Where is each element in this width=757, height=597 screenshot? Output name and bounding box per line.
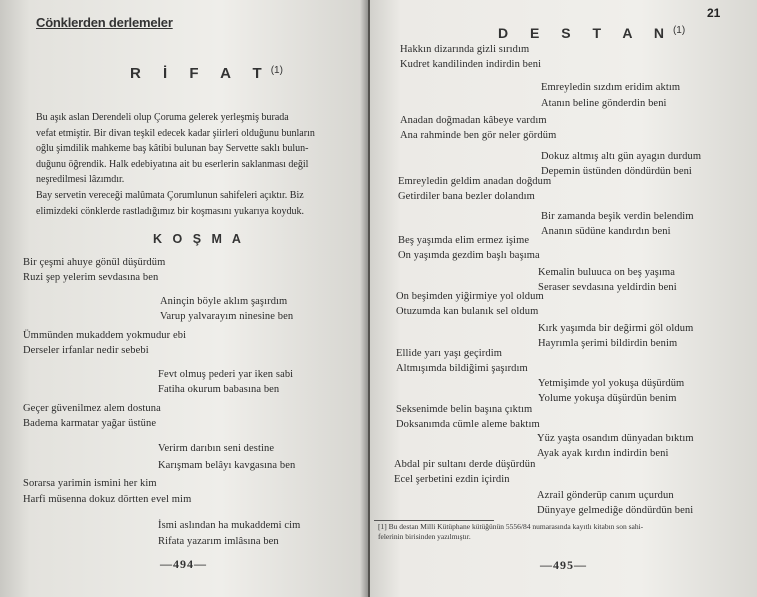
intro-line: vefat etmiştir. Bir divan teşkil edecek kadar şiirleri olduğunu bunların [36,127,315,139]
poem-line: Abdal pir sultanı derde düşürdün [394,459,536,470]
poem-line: Harfi müsenna dokuz dörtten evel mim [23,494,192,505]
footnote-line: felerinin birisinden yazılmıştır. [378,532,471,541]
left-intro-paragraph-2 [36,188,352,219]
poem-line: Ruzi şep yelerim sevdasına ben [23,272,159,283]
poem-line: Ananın südüne kandırdın beni [541,226,671,237]
intro-line: oğlu şimdilik mahkeme baş kâtibi bulunan bay Servette saklı bulun- [36,143,309,154]
poem-line: Karışmam belâyı kavgasına ben [158,460,296,471]
right-poem-title [498,25,685,41]
poem-line: Kemalin buluuca on beş yaşıma [538,267,676,278]
left-poet-title [130,65,283,82]
poem-line: Beş yaşımda elim ermez işime [398,235,530,246]
poem-line: Emreyledin geldim anadan doğdum [398,176,552,187]
poem-line: Sorarsa yarimin ismini her kim [23,478,157,489]
poem-line: Hayrımla şerimi bildirdin benim [538,338,678,349]
poem-line: Getirdiler bana bezler dolandım [398,191,535,202]
poem-line: Seraser sevdasına yeldirdin beni [538,282,677,293]
poem-line: Emreyledin sızdım eridim aktım [541,82,681,93]
poem-line: Rifata yazarım imlâsına ben [158,536,279,547]
left-running-header: Cönklerden derlemeler [36,15,173,30]
poem-line: Bir çeşmi ahuye gönül düşürdüm [23,257,166,268]
left-intro-paragraph [36,110,352,188]
poem-line: Varup yalvarayım ninesine ben [160,311,294,322]
poem-line: Bir zamanda beşik verdin belendim [541,211,694,222]
right-page-number: —495— [540,558,587,572]
poem-line: Aninçin böyle aklım şaşırdım [160,296,288,307]
poem-line: Fatiha okurum babasına ben [158,384,280,395]
poem-line: Yüz yaşta osandım dünyadan bıktım [537,433,694,444]
poem-line: Ellide yarı yaşı geçirdim [396,348,503,359]
intro-line: duğunu öğrendik. Halk edebiyatına ait bu eserlerin saklanması değil [36,158,309,170]
poem-line: Azrail gönderüp canım uçurdun [537,490,674,501]
right-poem-title-text: D E S T A N [498,25,673,41]
poem-line: Depemin üstünden döndürdün beni [541,166,692,177]
poem-line: Dünyaye gelmediğe döndürdün beni [537,505,694,516]
intro-line: Bu aşık aslan Derendeli olup Çoruma gelerek yerleşmiş burada [36,112,289,123]
poem-line: Yolume yokuşa düşürdün benim [538,393,677,404]
poem-line: Badema karmatar yağar üstüne [23,418,157,429]
poem-line: Fevt olmuş pederi yar iken sabi [158,369,294,380]
intro-line: elimizdeki cönklerde rastladığımız bir koşmasını yukarıya koyduk. [36,205,304,217]
right-poem-title-note: (1) [672,25,686,36]
poem-line: Ana rahminde ben gör neler gördüm [400,130,557,141]
intro-line: neşredilmesi lâzımdır. [36,174,125,185]
left-poem-title: K O Ş M A [153,232,245,246]
poem-line: Yetmişimde yol yokuşa düşürdüm [538,378,685,389]
poem-line: Altmışımda bildiğimi şaşırdım [396,363,528,374]
footnote-divider [374,520,494,521]
poem-line: Geçer güvenilmez alem dostuna [23,403,161,414]
poem-line: On beşimden yiğirmiye yol oldum [396,291,544,302]
poem-line: Dokuz altmış altı gün ayagın durdum [541,151,702,162]
poem-line: On yaşımda gezdim başlı başıma [398,250,540,261]
poem-line: Ümmünden mukaddem yokmudur ebi [23,330,187,341]
poem-line: Otuzumda kan bulanık sel oldum [396,306,539,317]
poem-line: Hakkın dizarında gizli sırıdım [400,44,530,55]
poem-line: Kudret kandilinden indirdin beni [400,59,542,70]
poem-line: Ayak ayak kırdın indirdin beni [537,448,669,459]
footnote-line: [1] Bu destan Milli Kütüphane kütüğünün 5556/84 numarasında kayıtlı kitabın son sahi- [378,522,644,531]
left-page [0,0,368,597]
poem-line: Atanın beline gönderdin beni [541,98,667,109]
poem-line: Kırk yaşımda bir değirmi göl oldum [538,323,694,334]
left-poet-title-text: R İ F A T [130,65,271,82]
right-corner-number: 21 [707,6,721,20]
poem-line: Verirm darıbın seni destine [158,443,275,454]
poem-line: Anadan doğmadan kâbeye vardım [400,115,547,126]
poem-line: Derseler irfanlar nedir sebebi [23,345,149,356]
right-footnote [378,522,643,542]
left-poet-title-note: (1) [270,65,283,76]
poem-line: Seksenimde belin başına çıktım [396,404,533,415]
intro-line: Bay servetin vereceği malûmata Çorumlunun sahifeleri açıktır. Biz [36,190,304,201]
poem-line: İsmi aslından ha mukaddemi cim [158,520,301,531]
poem-line: Ecel şerbetini ezdin içirdin [394,474,510,485]
poem-line: Doksanımda cümle aleme baktım [396,419,540,430]
left-page-number: —494— [160,557,207,571]
